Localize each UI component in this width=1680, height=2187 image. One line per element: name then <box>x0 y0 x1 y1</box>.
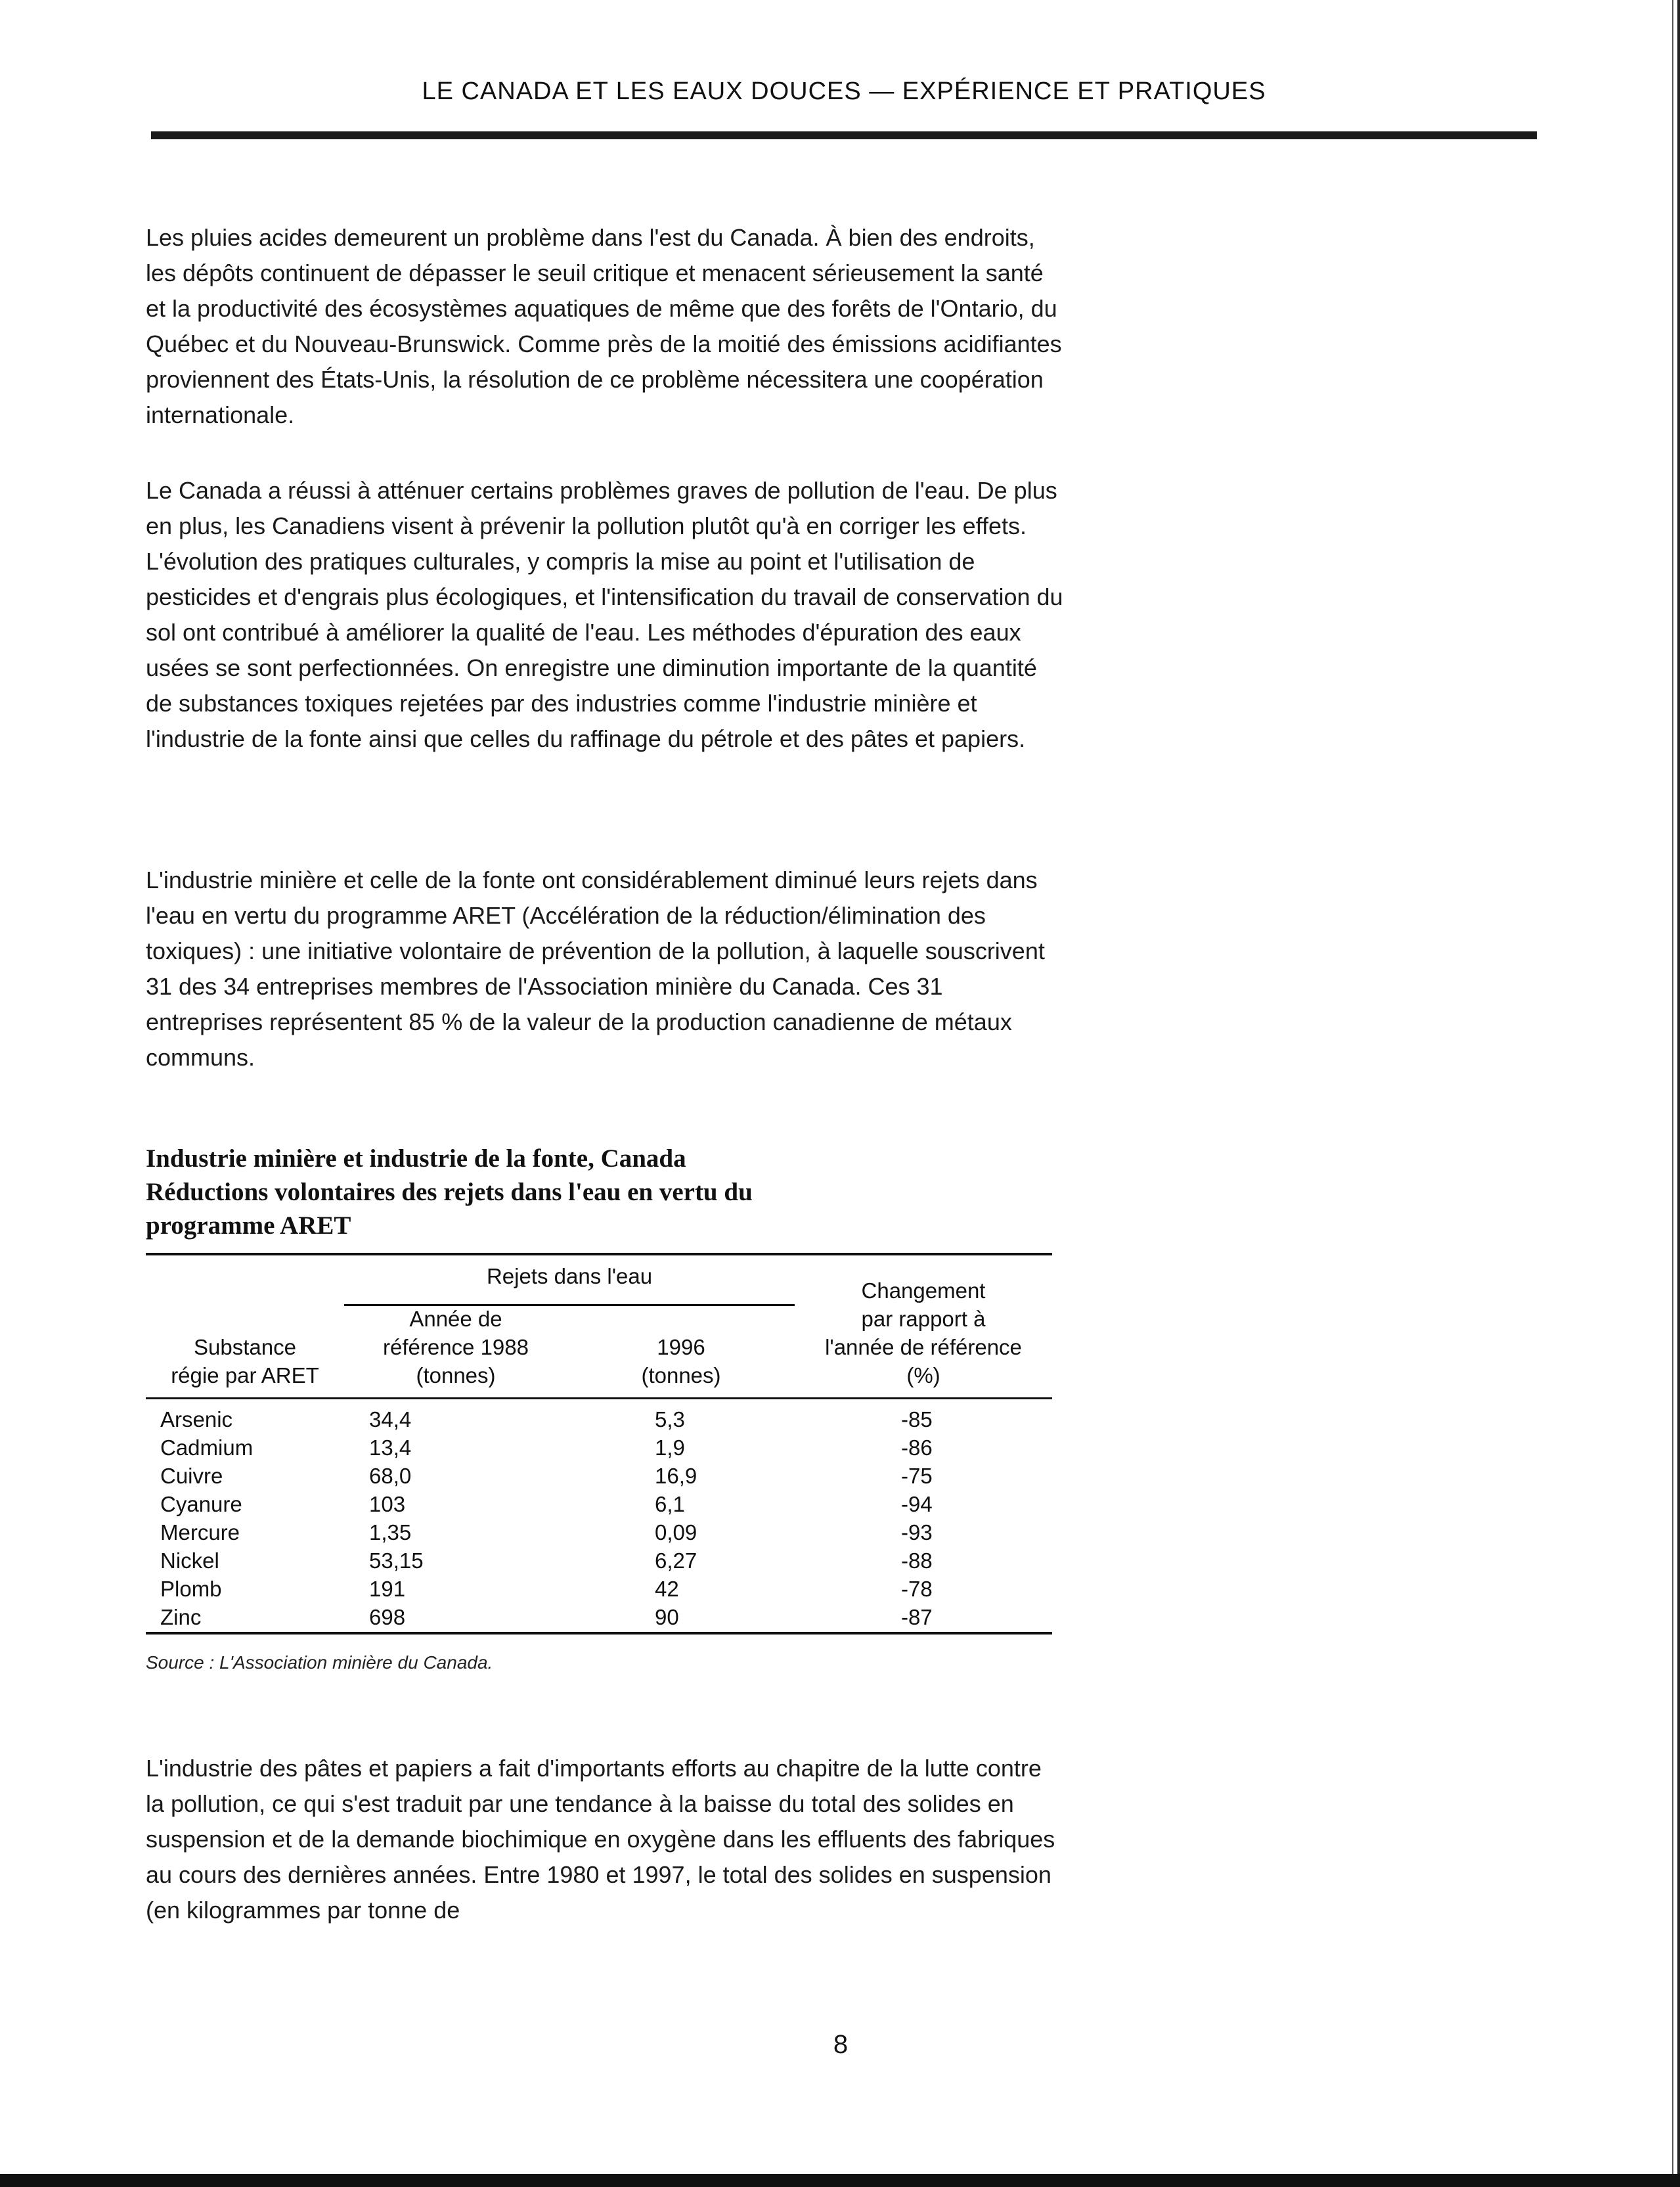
paragraph-acid-rain: Les pluies acides demeurent un problème dans l'est du Canada. À bien des endroits, les dépôts continuent de dépasser le seuil critique et menacent sérieusement la santé et la productivité des écosystèmes aquatiques de même que des forêts de l'Ontario, du Québec et du Nouveau-Brunswick. Comme près de la moitié des émissions acidifiantes proviennent des États-Unis, la résolution de ce problème nécessitera une coopération internationale. <box>146 224 1062 428</box>
cell-substance: Cuivre <box>160 1464 223 1488</box>
cell-1996: 6,27 <box>655 1548 697 1573</box>
cell-substance: Zinc <box>160 1605 202 1629</box>
table-title-line: Industrie minière et industrie de la fonte, Canada <box>146 1144 686 1173</box>
cell-1988: 698 <box>369 1605 406 1629</box>
table-row <box>146 1546 1052 1575</box>
table-rule-top <box>146 1253 1052 1255</box>
table-rule-header <box>146 1397 1052 1399</box>
header-line: par rapport à <box>861 1307 986 1331</box>
paragraph-pulp-paper: L'industrie des pâtes et papiers a fait d'importants efforts au chapitre de la lutte contre la pollution, ce qui s'est traduit par une tendance à la baisse du total des solides en suspension et de la demande biochimique en oxygène dans les effluents des fabriques au cours des dernières années. Entre 1980 et 1997, le total des solides en suspension (en kilogrammes par tonne de <box>146 1755 1055 1924</box>
cell-1996: 42 <box>655 1577 679 1601</box>
cell-substance: Cadmium <box>160 1435 254 1460</box>
table-row <box>146 1603 1052 1631</box>
cell-1996: 1,9 <box>655 1435 685 1460</box>
table-source: Source : L'Association minière du Canada. <box>146 1652 493 1673</box>
cell-change: -75 <box>901 1464 933 1488</box>
cell-1988: 1,35 <box>369 1520 412 1544</box>
cell-1996: 90 <box>655 1605 679 1629</box>
running-header: LE CANADA ET LES EAUX DOUCES — EXPÉRIENCE ET PRATIQUES <box>422 78 1266 105</box>
header-substance <box>146 1333 344 1389</box>
header-1996 <box>567 1333 795 1389</box>
cell-1988: 68,0 <box>369 1464 412 1488</box>
cell-change: -94 <box>901 1492 933 1516</box>
header-line: (%) <box>906 1363 940 1387</box>
scan-edge <box>1677 0 1680 2187</box>
header-changement <box>795 1276 1052 1389</box>
table-title <box>146 1142 1065 1242</box>
cell-change: -87 <box>901 1605 933 1629</box>
table-row <box>146 1462 1052 1490</box>
table-row <box>146 1433 1052 1462</box>
scan-bottom-band <box>0 2174 1680 2187</box>
cell-1988: 34,4 <box>369 1407 412 1432</box>
cell-change: -88 <box>901 1548 933 1573</box>
paragraph-aret-program: L'industrie minière et celle de la fonte ont considérablement diminué leurs rejets dans l'eau en vertu du programme ARET (Accélération de la réduction/élimination des toxiques) : une initiative volontaire de prévention de la pollution, à laquelle souscrivent 31 des 34 entreprises membres de l'Association minière du Canada. Ces 31 entreprises représentent 85 % de la valeur de la production canadienne de métaux communs. <box>146 867 1045 1071</box>
cell-change: -78 <box>901 1577 933 1601</box>
table-rule-bottom <box>146 1632 1052 1635</box>
table-row <box>146 1490 1052 1518</box>
cell-1988: 53,15 <box>369 1548 424 1573</box>
header-line: (tonnes) <box>641 1363 721 1387</box>
header-line: Changement <box>861 1278 986 1303</box>
cell-1996: 16,9 <box>655 1464 697 1488</box>
table-title-line: Réductions volontaires des rejets dans l'eau en vertu du <box>146 1178 753 1206</box>
table-title-line: programme ARET <box>146 1211 351 1240</box>
header-line: Substance <box>194 1335 296 1359</box>
paragraph-water-pollution: Le Canada a réussi à atténuer certains problèmes graves de pollution de l'eau. De plus en plus, les Canadiens visent à prévenir la pollution plutôt qu'à en corriger les effets. L'évolution des pratiques culturales, y compris la mise au point et l'utilisation de pesticides et d'engrais plus écologiques, et l'intensification du travail de conservation du sol ont contribué à améliorer la qualité de l'eau. Les méthodes d'épuration des eaux usées se sont perfectionnées. On enregistre une diminution importante de la quantité de substances toxiques rejetées par des industries comme l'industrie minière et l'industrie de la fonte ainsi que celles du raffinage du pétrole et des pâtes et papiers. <box>146 477 1063 752</box>
cell-1996: 6,1 <box>655 1492 685 1516</box>
header-line: (tonnes) <box>416 1363 496 1387</box>
cell-1988: 103 <box>369 1492 406 1516</box>
cell-change: -86 <box>901 1435 933 1460</box>
cell-1996: 0,09 <box>655 1520 697 1544</box>
cell-1996: 5,3 <box>655 1407 685 1432</box>
header-rejets: Rejets dans l'eau <box>486 1264 653 1288</box>
cell-1988: 191 <box>369 1577 406 1601</box>
scan-edge-line <box>1672 0 1673 2187</box>
cell-substance: Mercure <box>160 1520 240 1544</box>
table-body <box>146 1405 1052 1631</box>
header-1988 <box>344 1305 567 1389</box>
header-line: l'année de référence <box>825 1335 1022 1359</box>
cell-substance: Cyanure <box>160 1492 242 1516</box>
cell-change: -93 <box>901 1520 933 1544</box>
cell-substance: Plomb <box>160 1577 222 1601</box>
table-row <box>146 1575 1052 1603</box>
header-line: régie par ARET <box>171 1363 319 1387</box>
cell-substance: Nickel <box>160 1548 219 1573</box>
header-line: Année de <box>409 1307 502 1331</box>
cell-1988: 13,4 <box>369 1435 412 1460</box>
cell-substance: Arsenic <box>160 1407 233 1432</box>
header-line: 1996 <box>657 1335 705 1359</box>
page-number: 8 <box>833 2030 849 2059</box>
header-line: référence 1988 <box>383 1335 529 1359</box>
table-row <box>146 1405 1052 1433</box>
cell-change: -85 <box>901 1407 933 1432</box>
header-rule <box>151 131 1537 139</box>
table-row <box>146 1518 1052 1546</box>
